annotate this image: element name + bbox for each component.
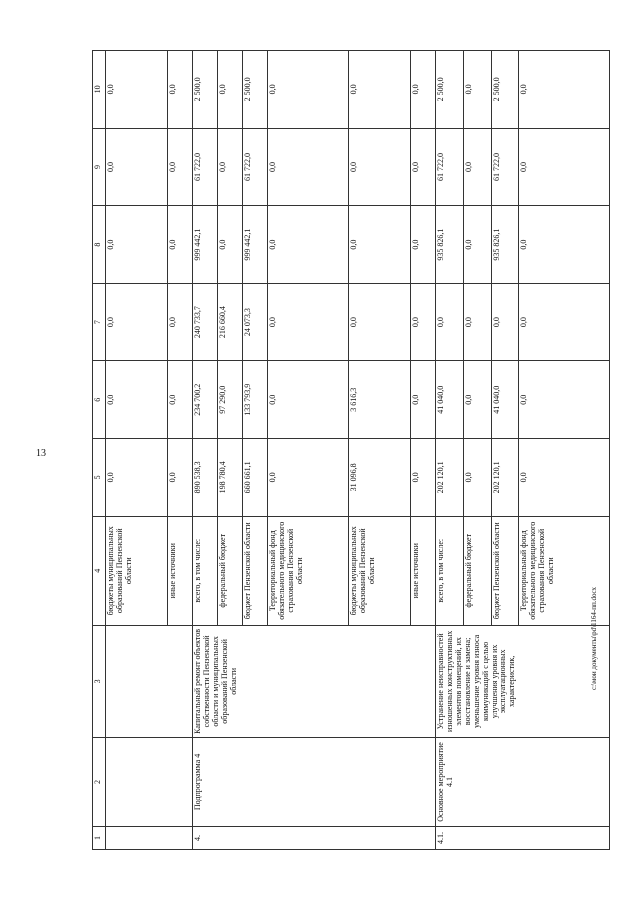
value-cell: 0,0 [267, 439, 348, 517]
table-row [435, 51, 463, 850]
value-cell: 0,0 [519, 361, 610, 439]
text-cell: бюджеты муниципальных образований Пензенской области [106, 516, 168, 625]
value-cell: 0,0 [463, 283, 491, 361]
value-cell: 0,0 [218, 128, 243, 206]
value-cell: 2 500,0 [435, 51, 463, 129]
table-row [193, 51, 218, 850]
value-cell: 61 722,0 [435, 128, 463, 206]
column-number-header: 3 [93, 625, 106, 737]
value-cell: 0,0 [168, 283, 193, 361]
value-cell: 0,0 [410, 51, 435, 129]
column-number-header: 2 [93, 737, 106, 826]
value-cell: 0,0 [410, 128, 435, 206]
text-cell: Подпрограмма 4 [193, 737, 436, 826]
column-number-header: 4 [93, 516, 106, 625]
value-cell: 0,0 [168, 128, 193, 206]
value-cell: 0,0 [519, 51, 610, 129]
value-cell: 999 442,1 [193, 206, 218, 284]
value-cell: 202 120,1 [491, 439, 519, 517]
value-cell: 0,0 [435, 283, 463, 361]
text-cell: бюджет Пензенской области [491, 516, 519, 625]
value-cell: 935 826,1 [435, 206, 463, 284]
value-cell: 0,0 [168, 361, 193, 439]
value-cell: 133 793,9 [242, 361, 267, 439]
page-number: 13 [36, 448, 46, 459]
text-cell: 4.1. [435, 827, 609, 850]
value-cell: 202 120,1 [435, 439, 463, 517]
text-cell: федеральный бюджет [218, 516, 243, 625]
text-cell: иные источники [168, 516, 193, 625]
column-number-header: 9 [93, 128, 106, 206]
column-number-header: 10 [93, 51, 106, 129]
value-cell: 0,0 [463, 361, 491, 439]
column-number-header: 7 [93, 283, 106, 361]
value-cell: 0,0 [267, 206, 348, 284]
text-cell [106, 737, 193, 826]
value-cell: 660 661,1 [242, 439, 267, 517]
text-cell: Территориальный фонд обязательного медицинского страхования Пензенской области [267, 516, 348, 625]
value-cell: 0,0 [463, 128, 491, 206]
column-number-header: 5 [93, 439, 106, 517]
value-cell: 0,0 [267, 283, 348, 361]
value-cell: 0,0 [348, 283, 410, 361]
value-cell: 890 538,3 [193, 439, 218, 517]
value-cell: 97 290,0 [218, 361, 243, 439]
value-cell: 0,0 [519, 283, 610, 361]
text-cell: всего, в том числе: [435, 516, 463, 625]
value-cell: 240 733,7 [193, 283, 218, 361]
text-cell [106, 625, 193, 737]
text-cell: Основное мероприятие 4.1 [435, 737, 609, 826]
value-cell: 31 096,8 [348, 439, 410, 517]
value-cell: 0,0 [491, 283, 519, 361]
value-cell: 999 442,1 [242, 206, 267, 284]
value-cell: 0,0 [519, 206, 610, 284]
value-cell: 41 040,0 [491, 361, 519, 439]
text-cell: 4. [193, 827, 436, 850]
column-number-header: 8 [93, 206, 106, 284]
value-cell: 0,0 [168, 51, 193, 129]
value-cell: 0,0 [218, 51, 243, 129]
value-cell: 0,0 [267, 51, 348, 129]
value-cell: 0,0 [106, 128, 168, 206]
value-cell: 2 500,0 [491, 51, 519, 129]
text-cell: федеральный бюджет [463, 516, 491, 625]
value-cell: 2 500,0 [242, 51, 267, 129]
value-cell: 61 722,0 [491, 128, 519, 206]
value-cell: 0,0 [106, 439, 168, 517]
value-cell: 216 660,4 [218, 283, 243, 361]
footer-file-path: c:\мои документы\pd\1164-пп.docx [590, 586, 598, 690]
value-cell: 61 722,0 [193, 128, 218, 206]
value-cell: 0,0 [106, 51, 168, 129]
value-cell: 0,0 [410, 283, 435, 361]
text-cell: бюджет Пензенской области [242, 516, 267, 625]
text-cell: Капитальный ремонт объектов собственности Пензенской области и муниципальных образований Пензенской области [193, 625, 436, 737]
value-cell: 234 700,2 [193, 361, 218, 439]
text-cell: Устранение неисправностей изношенных конструктивных элементов помещений, их восстановление и замена; уменьшение уровня износа коммуникаций с целью улучшения уровня их эксплуатационных характеристик, [435, 625, 609, 737]
value-cell: 0,0 [168, 206, 193, 284]
value-cell: 0,0 [348, 128, 410, 206]
text-cell: Территориальный фонд обязательного медицинского страхования Пензенской области [519, 516, 610, 625]
value-cell: 0,0 [463, 51, 491, 129]
value-cell: 0,0 [348, 206, 410, 284]
value-cell: 0,0 [410, 439, 435, 517]
value-cell: 0,0 [106, 361, 168, 439]
value-cell: 935 826,1 [491, 206, 519, 284]
value-cell: 0,0 [218, 206, 243, 284]
value-cell: 0,0 [168, 439, 193, 517]
value-cell: 2 500,0 [193, 51, 218, 129]
value-cell: 24 073,3 [242, 283, 267, 361]
table-row [106, 51, 168, 850]
text-cell: иные источники [410, 516, 435, 625]
value-cell: 41 040,0 [435, 361, 463, 439]
value-cell: 0,0 [267, 128, 348, 206]
value-cell: 198 780,4 [218, 439, 243, 517]
value-cell: 0,0 [348, 51, 410, 129]
value-cell: 0,0 [410, 361, 435, 439]
value-cell: 0,0 [106, 283, 168, 361]
value-cell: 61 722,0 [242, 128, 267, 206]
value-cell: 3 616,3 [348, 361, 410, 439]
value-cell: 0,0 [463, 439, 491, 517]
value-cell: 0,0 [267, 361, 348, 439]
text-cell: бюджеты муниципальных образований Пензенской области [348, 516, 410, 625]
value-cell: 0,0 [519, 439, 610, 517]
value-cell: 0,0 [463, 206, 491, 284]
budget-table [92, 50, 610, 850]
text-cell [106, 827, 193, 850]
value-cell: 0,0 [519, 128, 610, 206]
column-number-header: 1 [93, 827, 106, 850]
value-cell: 0,0 [106, 206, 168, 284]
value-cell: 0,0 [410, 206, 435, 284]
rotated-table-container [92, 50, 610, 850]
header-row [93, 51, 106, 850]
text-cell: всего, в том числе: [193, 516, 218, 625]
column-number-header: 6 [93, 361, 106, 439]
